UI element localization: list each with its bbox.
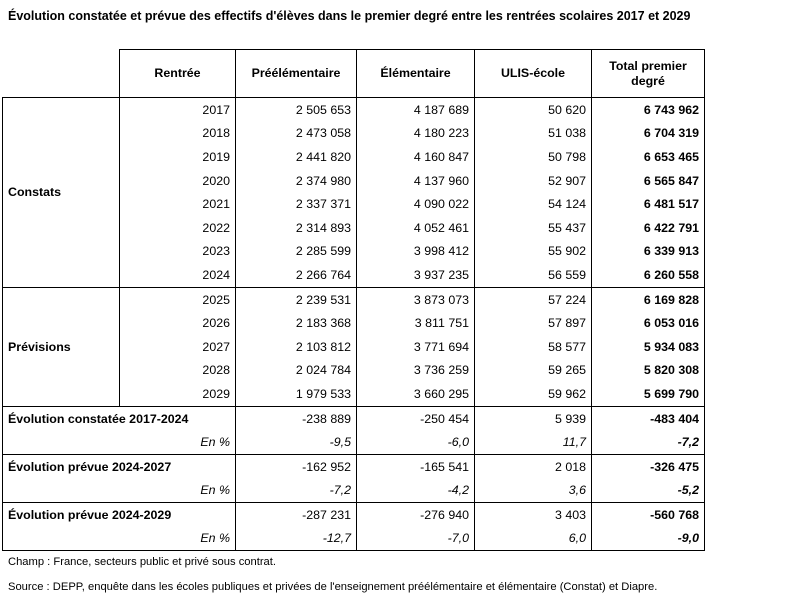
cell-elementaire: 4 052 461 (357, 216, 475, 240)
cell-elementaire: 4 090 022 (357, 192, 475, 216)
evolution-row (3, 454, 705, 478)
cell-elementaire: 3 811 751 (357, 311, 475, 335)
cell-total: 6 743 962 (592, 98, 705, 122)
cell-ulis: 51 038 (475, 122, 592, 146)
evolution-pct-label: En % (3, 430, 236, 454)
evolution-pct-ulis: 3,6 (475, 479, 592, 503)
cell-total: 6 422 791 (592, 216, 705, 240)
evolution-pct-label: En % (3, 527, 236, 551)
evolution-elementaire: -165 541 (357, 454, 475, 478)
cell-preelementaire: 2 024 784 (236, 359, 357, 383)
evolution-pct-elementaire: -7,0 (357, 527, 475, 551)
cell-elementaire: 4 180 223 (357, 122, 475, 146)
cell-total: 6 339 913 (592, 240, 705, 264)
cell-year: 2017 (120, 98, 236, 122)
header-ulis: ULIS-école (475, 50, 592, 98)
cell-ulis: 52 907 (475, 169, 592, 193)
evolution-preelementaire: -238 889 (236, 406, 357, 430)
evolution-label: Évolution prévue 2024-2029 (3, 503, 236, 527)
cell-preelementaire: 2 314 893 (236, 216, 357, 240)
enrollment-table (2, 49, 705, 551)
header-total-label: Total premier degré (609, 58, 687, 88)
cell-year: 2018 (120, 122, 236, 146)
cell-elementaire: 3 937 235 (357, 263, 475, 287)
cell-elementaire: 3 998 412 (357, 240, 475, 264)
cell-total: 5 699 790 (592, 382, 705, 406)
cell-total: 5 934 083 (592, 335, 705, 359)
cell-ulis: 56 559 (475, 263, 592, 287)
group-label-constats: Constats (3, 98, 120, 288)
evolution-label: Évolution prévue 2024-2027 (3, 454, 236, 478)
evolution-row (3, 503, 705, 527)
header-total (592, 50, 705, 98)
cell-total: 6 260 558 (592, 263, 705, 287)
cell-elementaire: 4 187 689 (357, 98, 475, 122)
cell-total: 6 169 828 (592, 287, 705, 311)
cell-ulis: 54 124 (475, 192, 592, 216)
cell-ulis: 50 798 (475, 145, 592, 169)
evolution-pct-elementaire: -4,2 (357, 479, 475, 503)
table-row (3, 98, 705, 122)
cell-year: 2028 (120, 359, 236, 383)
cell-ulis: 57 224 (475, 287, 592, 311)
cell-elementaire: 3 660 295 (357, 382, 475, 406)
evolution-elementaire: -276 940 (357, 503, 475, 527)
cell-total: 5 820 308 (592, 359, 705, 383)
cell-preelementaire: 2 337 371 (236, 192, 357, 216)
cell-preelementaire: 2 285 599 (236, 240, 357, 264)
header-rentree: Rentrée (120, 50, 236, 98)
evolution-total: -326 475 (592, 454, 705, 478)
evolution-pct-preelementaire: -9,5 (236, 430, 357, 454)
cell-year: 2023 (120, 240, 236, 264)
evolution-pct-row (3, 430, 705, 454)
table-title: Évolution constatée et prévue des effectifs d'élèves dans le premier degré entre les rentrées scolaires 2017 et 2029 (8, 9, 691, 23)
evolution-pct-row (3, 479, 705, 503)
cell-total: 6 053 016 (592, 311, 705, 335)
evolution-row (3, 406, 705, 430)
evolution-elementaire: -250 454 (357, 406, 475, 430)
header-blank (3, 50, 120, 98)
cell-ulis: 50 620 (475, 98, 592, 122)
cell-year: 2025 (120, 287, 236, 311)
cell-elementaire: 3 736 259 (357, 359, 475, 383)
cell-ulis: 59 962 (475, 382, 592, 406)
cell-elementaire: 4 160 847 (357, 145, 475, 169)
table-body (3, 98, 705, 551)
evolution-total: -483 404 (592, 406, 705, 430)
header-preelementaire: Préélémentaire (236, 50, 357, 98)
evolution-pct-label: En % (3, 479, 236, 503)
cell-year: 2022 (120, 216, 236, 240)
cell-ulis: 58 577 (475, 335, 592, 359)
cell-preelementaire: 2 103 812 (236, 335, 357, 359)
cell-elementaire: 3 873 073 (357, 287, 475, 311)
cell-preelementaire: 2 441 820 (236, 145, 357, 169)
evolution-ulis: 5 939 (475, 406, 592, 430)
cell-preelementaire: 2 266 764 (236, 263, 357, 287)
header-row (3, 50, 705, 98)
cell-preelementaire: 2 473 058 (236, 122, 357, 146)
evolution-pct-preelementaire: -12,7 (236, 527, 357, 551)
cell-preelementaire: 2 374 980 (236, 169, 357, 193)
evolution-pct-ulis: 11,7 (475, 430, 592, 454)
cell-ulis: 59 265 (475, 359, 592, 383)
evolution-preelementaire: -162 952 (236, 454, 357, 478)
cell-year: 2027 (120, 335, 236, 359)
cell-year: 2024 (120, 263, 236, 287)
note-champ: Champ : France, secteurs public et privé sous contrat. (8, 556, 276, 568)
cell-year: 2021 (120, 192, 236, 216)
evolution-label: Évolution constatée 2017-2024 (3, 406, 236, 430)
cell-total: 6 704 319 (592, 122, 705, 146)
evolution-ulis: 3 403 (475, 503, 592, 527)
cell-ulis: 55 902 (475, 240, 592, 264)
cell-elementaire: 4 137 960 (357, 169, 475, 193)
cell-preelementaire: 2 505 653 (236, 98, 357, 122)
table-row (3, 287, 705, 311)
cell-year: 2019 (120, 145, 236, 169)
evolution-total: -560 768 (592, 503, 705, 527)
evolution-pct-total: -5,2 (592, 479, 705, 503)
cell-preelementaire: 1 979 533 (236, 382, 357, 406)
evolution-preelementaire: -287 231 (236, 503, 357, 527)
cell-ulis: 57 897 (475, 311, 592, 335)
evolution-ulis: 2 018 (475, 454, 592, 478)
cell-preelementaire: 2 183 368 (236, 311, 357, 335)
evolution-pct-total: -9,0 (592, 527, 705, 551)
cell-year: 2020 (120, 169, 236, 193)
cell-elementaire: 3 771 694 (357, 335, 475, 359)
evolution-pct-total: -7,2 (592, 430, 705, 454)
evolution-pct-preelementaire: -7,2 (236, 479, 357, 503)
evolution-pct-elementaire: -6,0 (357, 430, 475, 454)
cell-total: 6 653 465 (592, 145, 705, 169)
cell-preelementaire: 2 239 531 (236, 287, 357, 311)
cell-year: 2029 (120, 382, 236, 406)
cell-year: 2026 (120, 311, 236, 335)
evolution-pct-row (3, 527, 705, 551)
cell-total: 6 565 847 (592, 169, 705, 193)
note-source: Source : DEPP, enquête dans les écoles publiques et privées de l'enseignement préélémentaire et élémentaire (Constat) et Diapre. (8, 581, 658, 593)
cell-total: 6 481 517 (592, 192, 705, 216)
cell-ulis: 55 437 (475, 216, 592, 240)
group-label-previsions: Prévisions (3, 287, 120, 406)
header-elementaire: Élémentaire (357, 50, 475, 98)
evolution-pct-ulis: 6,0 (475, 527, 592, 551)
